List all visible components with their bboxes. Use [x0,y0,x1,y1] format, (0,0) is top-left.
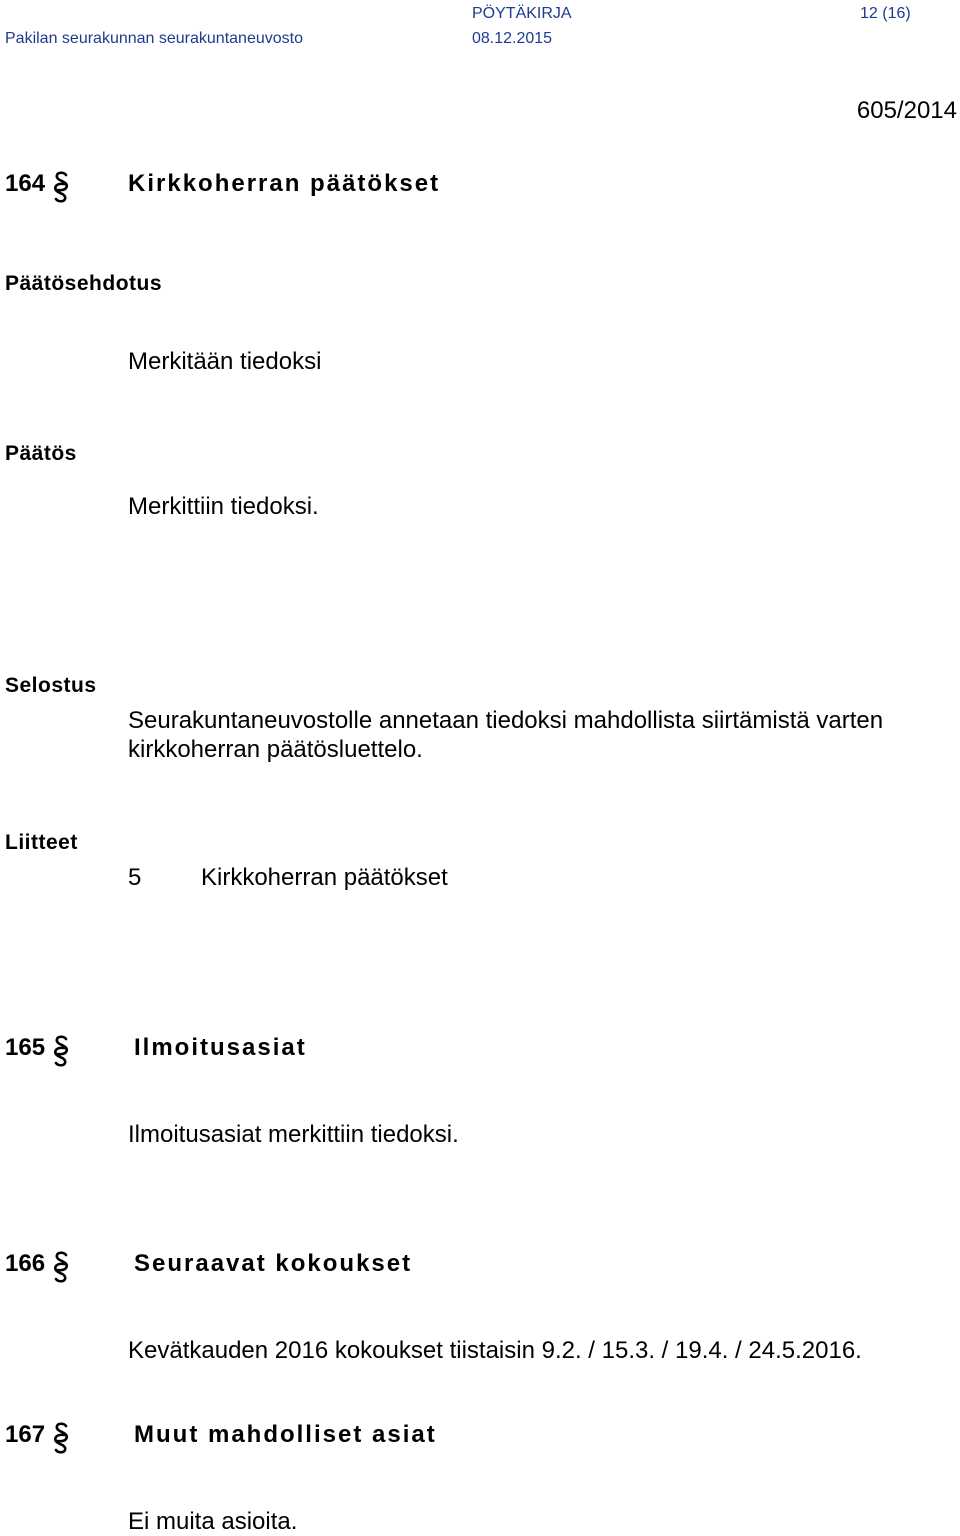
section-sign-icon [50,1250,72,1284]
meeting-date: 08.12.2015 [472,30,553,47]
section-text: Ilmoitusasiat merkittiin tiedoksi. [128,1121,459,1148]
attachment-number: 5 [128,864,142,891]
document-type: PÖYTÄKIRJA [472,5,572,22]
decision-text: Merkittiin tiedoksi. [128,493,319,520]
explanation-line: Seurakuntaneuvostolle annetaan tiedoksi mahdollista siirtämistä varten [128,707,884,734]
section-number: 164 [5,170,46,197]
section-number: 166 [5,1250,46,1277]
section-text: Kevätkauden 2016 kokoukset tiistaisin 9.2. / 15.3. / 19.4. / 24.5.2016. [128,1337,862,1364]
section-sign-icon [50,170,72,204]
section-title: Muut mahdolliset asiat [134,1421,437,1448]
decision-label: Päätös [5,442,77,465]
section-number: 167 [5,1421,46,1448]
section-title: Kirkkoherran päätökset [128,170,441,197]
organization-name: Pakilan seurakunnan seurakuntaneuvosto [5,30,303,47]
attachment-title: Kirkkoherran päätökset [201,864,448,891]
explanation-line: kirkkoherran päätösluettelo. [128,736,423,763]
proposal-label: Päätösehdotus [5,272,163,295]
page-number: 12 (16) [860,5,911,22]
proposal-text: Merkitään tiedoksi [128,348,322,375]
explanation-label: Selostus [5,674,97,697]
section-text: Ei muita asioita. [128,1508,298,1535]
section-number: 165 [5,1034,46,1061]
section-sign-icon [50,1034,72,1068]
reference-number: 605/2014 [856,97,957,124]
section-title: Seuraavat kokoukset [134,1250,413,1277]
attachments-label: Liitteet [5,831,78,854]
section-sign-icon [50,1421,72,1455]
section-title: Ilmoitusasiat [134,1034,307,1061]
